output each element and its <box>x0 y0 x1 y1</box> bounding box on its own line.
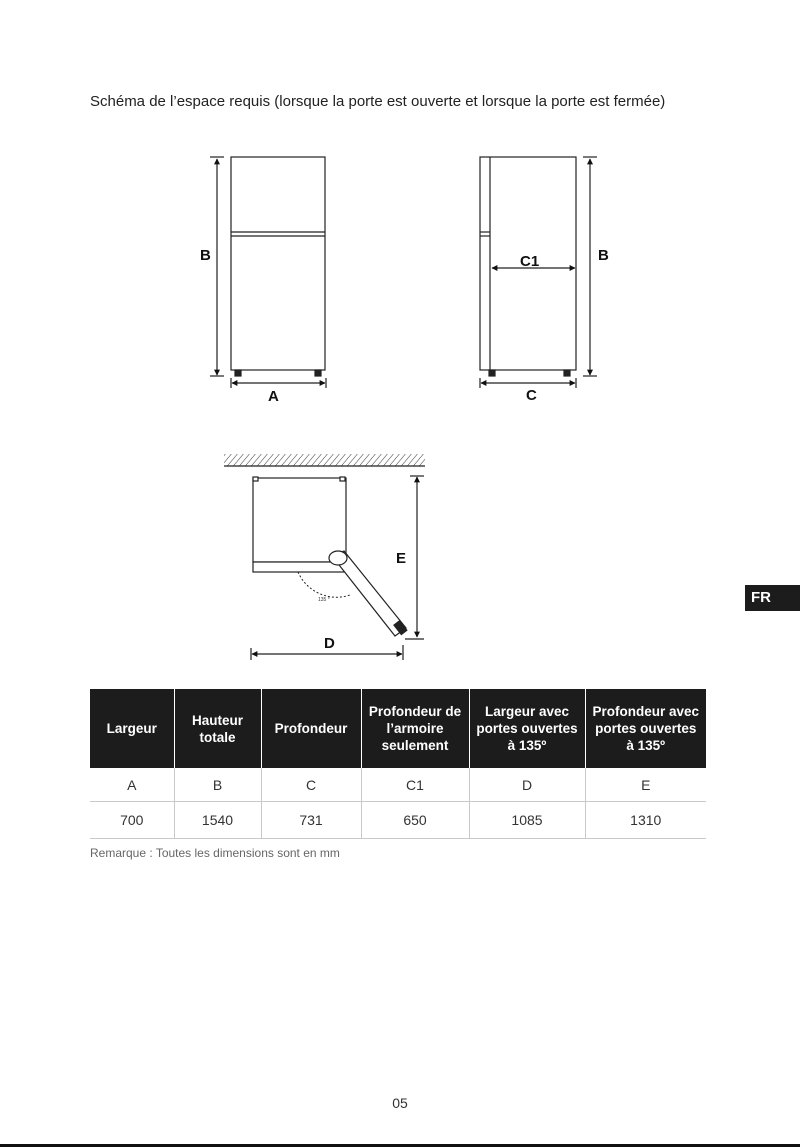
header-profondeur-armoire: Profondeur de l’armoire seulement <box>361 689 469 768</box>
value-cell: 1540 <box>174 802 261 839</box>
label-b-side: B <box>598 247 609 264</box>
letter-cell: C1 <box>361 768 469 802</box>
header-hauteur: Hauteur totale <box>174 689 261 768</box>
label-d: D <box>324 635 335 652</box>
dimensions-table <box>90 689 706 839</box>
dimensions-table-wrapper <box>90 689 706 839</box>
angle-label: 135 ° <box>318 597 330 603</box>
space-requirement-diagram <box>0 140 800 670</box>
letter-cell: B <box>174 768 261 802</box>
value-cell: 1310 <box>585 802 706 839</box>
front-view <box>210 157 326 388</box>
header-profondeur-portes: Profondeur avec portes ouvertes à 135º <box>585 689 706 768</box>
header-profondeur: Profondeur <box>261 689 361 768</box>
side-view <box>480 157 597 388</box>
table-row <box>90 802 706 839</box>
letter-cell: E <box>585 768 706 802</box>
label-e: E <box>396 550 407 567</box>
letter-cell: D <box>469 768 585 802</box>
units-note: Remarque : Toutes les dimensions sont en mm <box>90 846 340 860</box>
value-cell: 700 <box>90 802 174 839</box>
label-c1: C1 <box>520 253 540 270</box>
letter-cell: A <box>90 768 174 802</box>
value-cell: 650 <box>361 802 469 839</box>
table-row <box>90 768 706 802</box>
value-cell: 1085 <box>469 802 585 839</box>
value-cell: 731 <box>261 802 361 839</box>
header-largeur: Largeur <box>90 689 174 768</box>
language-tab: FR <box>745 585 800 611</box>
letter-cell: C <box>261 768 361 802</box>
page-number: 05 <box>392 1095 408 1111</box>
table-header-row <box>90 689 706 768</box>
intro-text: Schéma de l’espace requis (lorsque la porte est ouverte et lorsque la porte est fermée) <box>90 93 666 110</box>
header-largeur-portes: Largeur avec portes ouvertes à 135º <box>469 689 585 768</box>
top-view <box>224 454 425 660</box>
label-a: A <box>268 388 279 405</box>
label-c: C <box>526 387 537 404</box>
label-b-front: B <box>200 247 211 264</box>
